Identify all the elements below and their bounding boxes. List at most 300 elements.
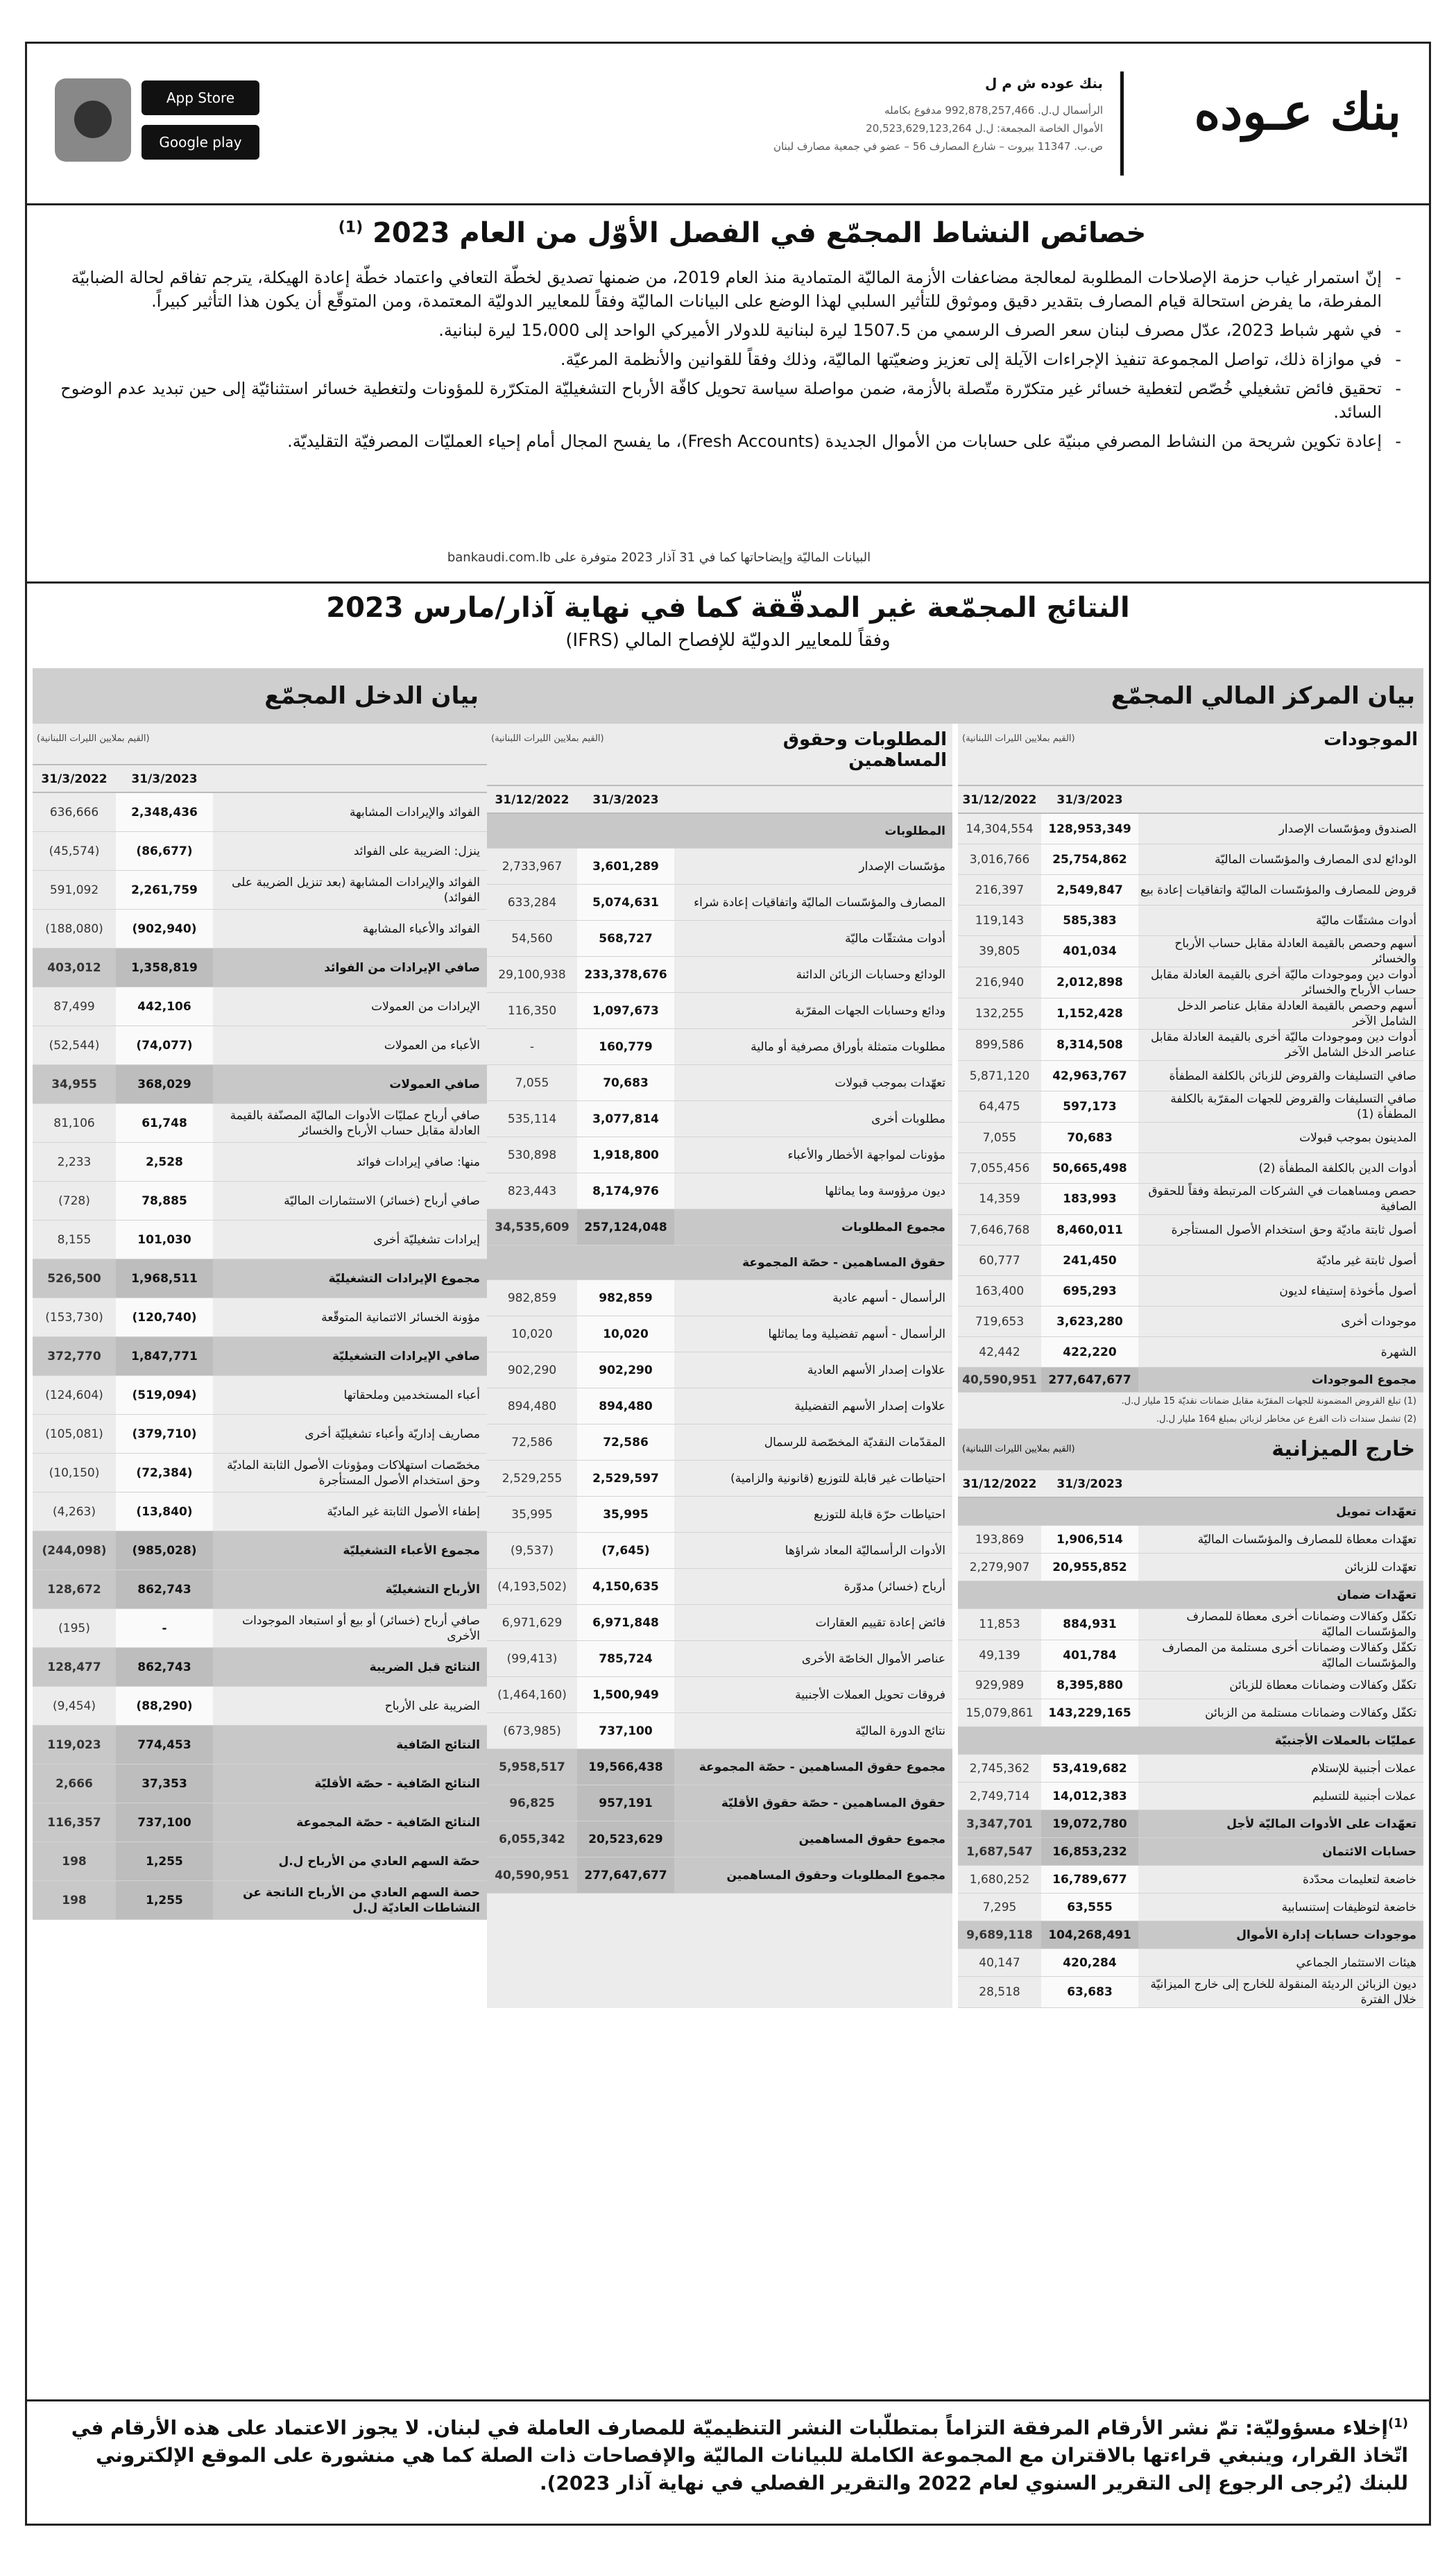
- row-label: المقدّمات النقديّة المخصّصة للرسمال: [764, 1435, 945, 1449]
- row-label: احتياطات غير قابلة للتوزيع (قانونية والزامية): [730, 1471, 945, 1486]
- prev-value: 6,971,629: [502, 1615, 563, 1630]
- row-label: عناصر الأموال الخاصّة الأخرى: [801, 1651, 945, 1666]
- prev-value: 60,777: [979, 1253, 1020, 1268]
- app-store-badge[interactable]: App Store: [142, 80, 259, 115]
- current-value: 35,995: [577, 1497, 674, 1532]
- prev-value: 14,359: [979, 1192, 1020, 1206]
- prev-value: 2,749,714: [969, 1789, 1030, 1803]
- table-row: [958, 1526, 1423, 1554]
- liabilities-caption: المطلوبات وحقوق المساهمين: [782, 729, 947, 771]
- prev-value: 193,869: [975, 1532, 1025, 1547]
- prev-value: (673,985): [503, 1724, 561, 1738]
- total-row: [33, 1803, 487, 1842]
- prev-value: 636,666: [49, 805, 99, 819]
- row-label: عملات أجنبية للإستلام: [1310, 1761, 1416, 1776]
- prev-value: 2,666: [55, 1776, 93, 1791]
- current-value: 695,293: [1041, 1276, 1138, 1306]
- prev-value: 929,989: [975, 1678, 1025, 1692]
- row-label: موجودات حسابات إدارة الأموال: [1236, 1928, 1416, 1942]
- table-row: [958, 1245, 1423, 1276]
- row-label: النتائج قبل الضريبة: [369, 1660, 480, 1674]
- year-header: [958, 786, 1423, 814]
- prev-value: 591,092: [49, 883, 99, 897]
- row-label: مؤسّسات الإصدار: [859, 859, 945, 874]
- prev-value: 128,672: [47, 1582, 101, 1597]
- current-value: 101,030: [116, 1221, 213, 1259]
- total-row: [487, 1821, 952, 1857]
- total-row: [33, 1065, 487, 1104]
- year-curr: 31/3/2023: [1056, 1477, 1123, 1491]
- current-value: 8,174,976: [577, 1173, 674, 1209]
- table-row: [487, 993, 952, 1029]
- prev-value: 2,733,967: [502, 859, 563, 874]
- row-label: أدوات دين وموجودات ماليّة أخرى بالقيمة العادلة مقابل عناصر الدخل الشامل الآخر: [1150, 1030, 1416, 1060]
- table-row: [33, 987, 487, 1026]
- total-row: [33, 1570, 487, 1609]
- prev-value: 894,480: [507, 1399, 557, 1413]
- row-label: أسهم وحصص بالقيمة العادلة مقابل عناصر الدخل الشامل الآخر: [1177, 999, 1416, 1028]
- current-value: 25,754,862: [1041, 844, 1138, 874]
- prev-value: 719,653: [975, 1314, 1025, 1329]
- table-row: [487, 1352, 952, 1388]
- prev-value: 216,940: [975, 976, 1025, 989]
- prev-value: 39,805: [979, 944, 1020, 958]
- google-play-badge[interactable]: Google play: [142, 125, 259, 160]
- total-row: [487, 1857, 952, 1894]
- prev-value: 198: [62, 1893, 87, 1907]
- current-value: 70,683: [577, 1065, 674, 1100]
- current-value: 1,918,800: [577, 1137, 674, 1173]
- table-row: [958, 1184, 1423, 1215]
- prev-value: 128,477: [47, 1660, 101, 1674]
- table-row: [958, 1554, 1423, 1581]
- bank-logo: بنك عـوده: [1194, 82, 1401, 141]
- table-row: [958, 1030, 1423, 1061]
- current-value: (120,740): [116, 1298, 213, 1336]
- row-label: الأعباء من العمولات: [384, 1038, 480, 1053]
- table-row: [958, 1783, 1423, 1810]
- current-value: 1,255: [116, 1881, 213, 1919]
- current-value: 128,953,349: [1041, 814, 1138, 844]
- current-value: 160,779: [577, 1029, 674, 1064]
- prev-value: 7,295: [982, 1900, 1017, 1914]
- footnote: (1) تبلغ القروض المضمونة للجهات المقرّبة مقابل ضمانات نقديّة 15 مليار ل.ل.: [1121, 1396, 1416, 1406]
- table-row: [487, 849, 952, 885]
- current-value: 8,395,880: [1041, 1672, 1138, 1699]
- table-row: [487, 957, 952, 993]
- row-label: مجموع حقوق المساهمين - حصّة المجموعة: [699, 1760, 945, 1774]
- total-row: [33, 1726, 487, 1765]
- current-value: 2,261,759: [116, 871, 213, 909]
- row-label: أدوات دين وموجودات ماليّة أخرى بالقيمة العادلة مقابل حساب الأرباح والخسائر: [1150, 968, 1416, 997]
- current-value: 1,906,514: [1041, 1526, 1138, 1553]
- prev-value: 72,586: [511, 1435, 553, 1449]
- current-value: 63,555: [1041, 1894, 1138, 1921]
- row-label: الرأسمال - أسهم عادية: [832, 1291, 945, 1305]
- section-row: [958, 1581, 1423, 1609]
- current-value: 20,955,852: [1041, 1554, 1138, 1581]
- table-row: [487, 1280, 952, 1316]
- current-value: 597,173: [1041, 1091, 1138, 1122]
- balance-sheet-title: بيان المركز المالي المجمّع: [487, 668, 1423, 724]
- table-row: [487, 1388, 952, 1425]
- table-row: [487, 1605, 952, 1641]
- income-column: [33, 724, 487, 1920]
- current-value: 257,124,048: [577, 1209, 674, 1245]
- row-label: إيرادات تشغيليّة أخرى: [373, 1232, 480, 1247]
- table-row: [958, 1699, 1423, 1727]
- row-label: هيئات الاستثمار الجماعي: [1296, 1955, 1416, 1970]
- prev-value: 6,055,342: [499, 1832, 565, 1846]
- row-label: مجموع حقوق المساهمين: [798, 1832, 945, 1846]
- info-line: الأموال الخاصة المجمعة: ل.ل 20,523,629,123,264: [866, 122, 1103, 135]
- row-label: صافي الإيرادات من الفوائد: [324, 960, 480, 975]
- table-row: [33, 1182, 487, 1221]
- current-value: (74,077): [116, 1026, 213, 1064]
- table-row: [33, 1609, 487, 1648]
- row-label: مطلوبات أخرى: [871, 1112, 945, 1126]
- current-value: (13,840): [116, 1493, 213, 1531]
- feature-item: - في شهر شباط 2023، عدّل مصرف لبنان سعر الصرف الرسمي من 1507.5 ليرة لبنانية للدولار الأميركي الواحد إلى 15،000 ليرة لبنانية.: [49, 318, 1401, 342]
- table-row: [958, 1894, 1423, 1921]
- current-value: 2,549,847: [1041, 875, 1138, 905]
- table-row: [958, 1949, 1423, 1977]
- table-row: [487, 1137, 952, 1173]
- row-label: مجموع المطلوبات وحقوق المساهمين: [726, 1868, 945, 1882]
- prev-value: 87,499: [53, 999, 95, 1014]
- table-row: [487, 1677, 952, 1713]
- table-row: [33, 1104, 487, 1143]
- row-label: صافي الإيرادات التشغيليّة: [332, 1349, 480, 1363]
- table-row: [958, 1061, 1423, 1091]
- current-value: (7,645): [577, 1533, 674, 1568]
- row-label: المدينون بموجب قبولات: [1299, 1130, 1416, 1145]
- current-value: 19,072,780: [1041, 1810, 1138, 1837]
- prev-value: (45,574): [49, 844, 100, 858]
- prev-value: 132,255: [975, 1007, 1025, 1021]
- prev-value: (105,081): [45, 1427, 103, 1441]
- current-value: 3,601,289: [577, 849, 674, 884]
- row-label: صافي أرباح (خسائر) الاستثمارات الماليّة: [284, 1193, 480, 1208]
- current-value: 143,229,165: [1041, 1699, 1138, 1726]
- prev-value: 81,106: [53, 1116, 95, 1130]
- row-label: احتياطات حرّة قابلة للتوزيع: [814, 1507, 945, 1522]
- prev-value: 64,475: [979, 1100, 1020, 1114]
- prev-value: 42,442: [979, 1345, 1020, 1359]
- unit-label: (القيم بملايين الليرات اللبنانية): [491, 733, 604, 744]
- current-value: 2,012,898: [1041, 967, 1138, 998]
- current-value: 241,450: [1041, 1245, 1138, 1275]
- row-label: الأدوات الرأسماليّة المعاد شراؤها: [785, 1543, 945, 1558]
- current-value: 277,647,677: [1041, 1368, 1138, 1392]
- current-value: 737,100: [116, 1803, 213, 1842]
- total-row: [958, 1921, 1423, 1949]
- row-label: الإيرادات من العمولات: [371, 999, 480, 1014]
- current-value: 8,314,508: [1041, 1030, 1138, 1060]
- prev-value: 35,995: [511, 1507, 553, 1522]
- current-value: 104,268,491: [1041, 1921, 1138, 1948]
- year-header: [958, 1470, 1423, 1498]
- liabilities-header: [487, 724, 952, 786]
- prev-value: (188,080): [45, 921, 103, 936]
- table-row: [487, 1713, 952, 1749]
- row-label: حقوق المساهمين - حصّة حقوق الأقليّة: [721, 1796, 945, 1810]
- current-value: 20,523,629: [577, 1821, 674, 1857]
- row-label: خاضعة لتعليمات محدّدة: [1302, 1872, 1416, 1887]
- row-label: مخصّصات استهلاكات ومؤونات الأصول الثابتة الماديّة وحق استخدام الأصول المستأجرة: [227, 1458, 480, 1488]
- current-value: 42,963,767: [1041, 1061, 1138, 1091]
- info-line: ص.ب. 11347 بيروت – شارع المصارف 56 – عضو في جمعية مصارف لبنان: [773, 140, 1103, 153]
- total-row: [33, 1531, 487, 1570]
- row-label: صافي العمولات: [389, 1077, 480, 1091]
- table-row: [487, 1316, 952, 1352]
- prev-value: 823,443: [507, 1184, 557, 1198]
- prev-value: 28,518: [979, 1985, 1020, 1999]
- current-value: 401,784: [1041, 1640, 1138, 1671]
- total-row: [33, 1337, 487, 1376]
- table-row: [958, 936, 1423, 967]
- prev-value: 902,290: [507, 1363, 557, 1377]
- table-row: [487, 1029, 952, 1065]
- prev-value: 5,871,120: [969, 1069, 1030, 1083]
- total-row: [958, 1810, 1423, 1838]
- current-value: 1,097,673: [577, 993, 674, 1028]
- row-label: فروقات تحويل العملات الأجنبية: [795, 1687, 945, 1702]
- off-balance-title: خارج الميزانية (القيم بملايين الليرات اللبنانية): [958, 1429, 1423, 1470]
- prev-value: 10,020: [511, 1327, 553, 1341]
- current-value: 982,859: [577, 1280, 674, 1316]
- prev-value: 116,350: [507, 1003, 557, 1018]
- row-label: فائض إعادة تقييم العقارات: [815, 1615, 945, 1630]
- prev-value: 2,279,907: [969, 1560, 1030, 1574]
- row-label: الودائع وحسابات الزبائن الدائنة: [796, 967, 945, 982]
- current-value: (985,028): [116, 1531, 213, 1570]
- current-value: 233,378,676: [577, 957, 674, 992]
- row-label: أصول ثابتة ماديّة وحق استخدام الأصول المستأجرة: [1171, 1223, 1416, 1237]
- prev-value: 633,284: [507, 895, 557, 910]
- current-value: 183,993: [1041, 1184, 1138, 1214]
- row-label: ديون الزبائن الرديئة المنقولة للخارج إلى خارج الميزانيّة خلال الفترة: [1150, 1978, 1416, 2007]
- prev-value: 372,770: [47, 1349, 101, 1363]
- table-row: [958, 1276, 1423, 1307]
- section-row: [958, 1498, 1423, 1526]
- income-rows: [33, 793, 487, 1920]
- row-label: مجموع الموجودات: [1311, 1372, 1416, 1387]
- table-row: [33, 1026, 487, 1065]
- liabilities-rows: [487, 814, 952, 1894]
- row-label: عملات أجنبية للتسليم: [1312, 1789, 1416, 1803]
- prev-value: 1,687,547: [966, 1844, 1033, 1859]
- current-value: 5,074,631: [577, 885, 674, 920]
- row-label: تكفّل وكفالات وضمانات معطاة للزبائن: [1229, 1678, 1416, 1692]
- row-label: صافي أرباح عمليّات الأدوات الماليّة المصنّفة بالقيمة العادلة مقابل حساب الأرباح والخسائر: [230, 1108, 480, 1138]
- current-value: 884,931: [1041, 1609, 1138, 1640]
- prev-value: -: [529, 1039, 535, 1054]
- current-value: 1,255: [116, 1842, 213, 1880]
- off-balance-rows: [958, 1498, 1423, 2008]
- current-value: -: [116, 1609, 213, 1647]
- prev-value: (52,544): [49, 1038, 100, 1053]
- table-row: [958, 998, 1423, 1030]
- current-value: 50,665,498: [1041, 1153, 1138, 1183]
- prev-value: 216,397: [975, 883, 1025, 897]
- prev-value: 163,400: [975, 1284, 1025, 1298]
- row-label: عمليّات بالعملات الأجنبيّة: [1274, 1733, 1416, 1748]
- row-label: مجموع الأعباء التشغيليّة: [343, 1543, 480, 1558]
- row-label: منها: صافي إيرادات فوائد: [356, 1155, 480, 1169]
- results-subtitle: وفقاً للمعايير الدوليّة للإفصاح المالي (IFRS): [565, 630, 891, 651]
- row-label: خاضعة لتوظيفات إستنسابية: [1281, 1900, 1416, 1914]
- table-row: [958, 1215, 1423, 1245]
- table-row: [33, 793, 487, 832]
- current-value: (902,940): [116, 910, 213, 948]
- row-label: أصول مأخوذة إستيفاء لديون: [1279, 1284, 1416, 1298]
- row-label: صافي أرباح (خسائر) أو بيع أو استبعاد الموجودات الأخرى: [242, 1613, 480, 1643]
- year-curr: 31/3/2023: [592, 793, 659, 807]
- table-row: [958, 905, 1423, 936]
- prev-value: 96,825: [509, 1796, 555, 1810]
- row-label: حصص ومساهمات في الشركات المرتبطة وفقاً للحقوق الصافية: [1148, 1184, 1416, 1214]
- current-value: (72,384): [116, 1454, 213, 1492]
- total-row: [958, 1838, 1423, 1866]
- row-label: تعهّدات معطاة للمصارف والمؤسّسات الماليّة: [1197, 1532, 1416, 1547]
- row-label: أرباح (خسائر) مدوّرة: [843, 1579, 945, 1594]
- prev-value: 7,646,768: [969, 1223, 1030, 1237]
- row-label: الأرباح التشغيليّة: [385, 1582, 480, 1597]
- current-value: (86,677): [116, 832, 213, 870]
- row-label: أدوات الدين بالكلفة المطفأة (2): [1258, 1161, 1416, 1175]
- row-label: المطلوبات: [884, 824, 945, 838]
- row-label: ودائع وحسابات الجهات المقرّبة: [795, 1003, 945, 1018]
- prev-value: (728): [58, 1193, 90, 1208]
- table-row: [958, 1153, 1423, 1184]
- current-value: 16,789,677: [1041, 1866, 1138, 1893]
- row-label: إطفاء الأصول الثابتة غير الماديّة: [327, 1504, 480, 1519]
- prev-value: 5,958,517: [499, 1760, 565, 1774]
- newspaper-page: [25, 42, 1431, 2526]
- current-value: [577, 1245, 674, 1279]
- prev-value: 899,586: [975, 1038, 1025, 1052]
- current-value: 957,191: [577, 1785, 674, 1821]
- logo-separator: [1120, 71, 1124, 176]
- row-label: علاوات إصدار الأسهم التفضيلية: [794, 1399, 945, 1413]
- features-list: [49, 266, 1401, 459]
- year-header: [33, 765, 487, 793]
- table-row: [33, 832, 487, 871]
- row-label: تكفّل وكفالات وضمانات مستلمة من الزبائن: [1205, 1706, 1416, 1720]
- table-row: [958, 1866, 1423, 1894]
- financials-note: البيانات الماليّة وإيضاحاتها كما في 31 آذار 2023 متوفرة على bankaudi.com.lb: [447, 550, 871, 565]
- current-value: 63,683: [1041, 1977, 1138, 2007]
- current-value: 2,529,597: [577, 1461, 674, 1496]
- row-label: الفوائد والإيرادات المشابهة: [350, 805, 480, 819]
- table-row: [487, 1569, 952, 1605]
- feature-item: - إنّ استمرار غياب حزمة الإصلاحات المطلوبة لمعالجة مضاعفات الأزمة الماليّة المتمادية منذ العام 2019، من ضمنها تصديق لخطّة التعافي واعتماد خطّة إعادة الهيكلة، يترجم تفاقم لحالة الضبابيّة المفرطة، ما يفرض استحالة قيام المصارف بتقدير دقيق وموثوق للتأثير السلبي لهذا الوضع على البيانات الماليّة وفقاً للمعايير الدوليّة المعتمدة، ومن المتوقّع أن يكون هذا التأثير كبيراً.: [49, 266, 1401, 313]
- row-label: أسهم وحصص بالقيمة العادلة مقابل حساب الأرباح والخسائر: [1174, 937, 1416, 966]
- income-header: [33, 724, 487, 765]
- feature-item: - تحقيق فائض تشغيلي خُصّص لتغطية خسائر غير متكرّرة متّصلة بالأزمة، ضمن مواصلة سياسة تحويل كافّة الأرباح التشغيليّة المتكرّرة للمؤونات ولتغطية خسائر استثنائيّة إلى حين تبديد عدم الوضوح السائد.: [49, 377, 1401, 424]
- prev-value: (124,604): [45, 1388, 103, 1402]
- row-label: الشهرة: [1380, 1345, 1416, 1359]
- total-row: [33, 949, 487, 987]
- prev-value: 526,500: [47, 1271, 101, 1286]
- prev-value: 2,233: [57, 1155, 92, 1169]
- results-title: النتائج المجمّعة غير المدقّقة كما في نهاية آذار/مارس 2023: [326, 592, 1130, 624]
- prev-value: 535,114: [507, 1112, 557, 1126]
- current-value: 420,284: [1041, 1949, 1138, 1976]
- row-label: صافي التسليفات والقروض للجهات المقرّبة بالكلفة المطفأة (1): [1170, 1092, 1416, 1121]
- current-value: 37,353: [116, 1765, 213, 1803]
- row-label: أعباء المستخدمين وملحقاتها: [343, 1388, 480, 1402]
- total-row: [33, 1881, 487, 1920]
- current-value: [577, 814, 674, 848]
- current-value: 70,683: [1041, 1123, 1138, 1153]
- income-statement: [33, 668, 487, 1920]
- table-row: [487, 921, 952, 957]
- current-value: 368,029: [116, 1065, 213, 1103]
- prev-value: 11,853: [979, 1617, 1020, 1631]
- current-value: 737,100: [577, 1713, 674, 1749]
- row-label: مصاريف إداريّة وأعباء تشغيليّة أخرى: [305, 1427, 480, 1441]
- table-row: [33, 1376, 487, 1415]
- current-value: 61,748: [116, 1104, 213, 1142]
- table-row: [958, 1977, 1423, 2008]
- table-row: [487, 1065, 952, 1101]
- prev-value: 982,859: [507, 1291, 557, 1305]
- current-value: [1041, 1727, 1138, 1754]
- current-value: 72,586: [577, 1425, 674, 1460]
- current-value: 10,020: [577, 1316, 674, 1352]
- info-line: الرأسمال ل.ل. 992,878,257,466 مدفوع بكامله: [884, 104, 1103, 117]
- prev-value: 14,304,554: [966, 822, 1034, 836]
- prev-value: 198: [62, 1854, 87, 1869]
- current-value: 2,348,436: [116, 793, 213, 831]
- current-value: [1041, 1498, 1138, 1525]
- row-label: علاوات إصدار الأسهم العادية: [807, 1363, 945, 1377]
- prev-value: 7,055,456: [969, 1161, 1030, 1175]
- table-row: [958, 1609, 1423, 1640]
- current-value: (88,290): [116, 1687, 213, 1725]
- current-value: (519,094): [116, 1376, 213, 1414]
- prev-value: 1,680,252: [969, 1872, 1030, 1887]
- bank-info: [576, 75, 1103, 155]
- row-label: تعهّدات بموجب قبولات: [834, 1075, 945, 1090]
- table-row: [487, 1461, 952, 1497]
- prev-value: (244,098): [42, 1543, 107, 1558]
- current-value: 8,460,011: [1041, 1215, 1138, 1245]
- total-row: [33, 1259, 487, 1298]
- current-value: 1,500,949: [577, 1677, 674, 1712]
- table-row: [958, 1755, 1423, 1783]
- app-stores: [55, 75, 277, 172]
- bank-app-icon: [55, 78, 131, 162]
- year-header: [487, 786, 952, 814]
- feature-item: - إعادة تكوين شريحة من النشاط المصرفي مبنيّة على حسابات من الأموال الجديدة (Fresh Accounts)، ما يفسح المجال أمام إحياء العمليّات المصرفيّة التقليديّة.: [49, 430, 1401, 453]
- divider: [27, 581, 1429, 584]
- features-title: خصائص النشاط المجمّع في الفصل الأوّل من العام 2023 $^{(1)}$: [338, 217, 1147, 249]
- prev-value: 7,055: [982, 1130, 1017, 1145]
- company-name: بنك عوده ش م ل: [984, 75, 1103, 92]
- total-row: [33, 1765, 487, 1803]
- current-value: 277,647,677: [577, 1857, 674, 1893]
- row-label: أصول ثابتة غير ماديّة: [1316, 1253, 1416, 1268]
- row-label: موجودات أخرى: [1341, 1314, 1416, 1329]
- prev-value: 49,139: [979, 1649, 1020, 1663]
- current-value: 568,727: [577, 921, 674, 956]
- row-label: الودائع لدى المصارف والمؤسّسات الماليّة: [1215, 852, 1416, 867]
- current-value: 1,968,511: [116, 1259, 213, 1298]
- section-row: [958, 1727, 1423, 1755]
